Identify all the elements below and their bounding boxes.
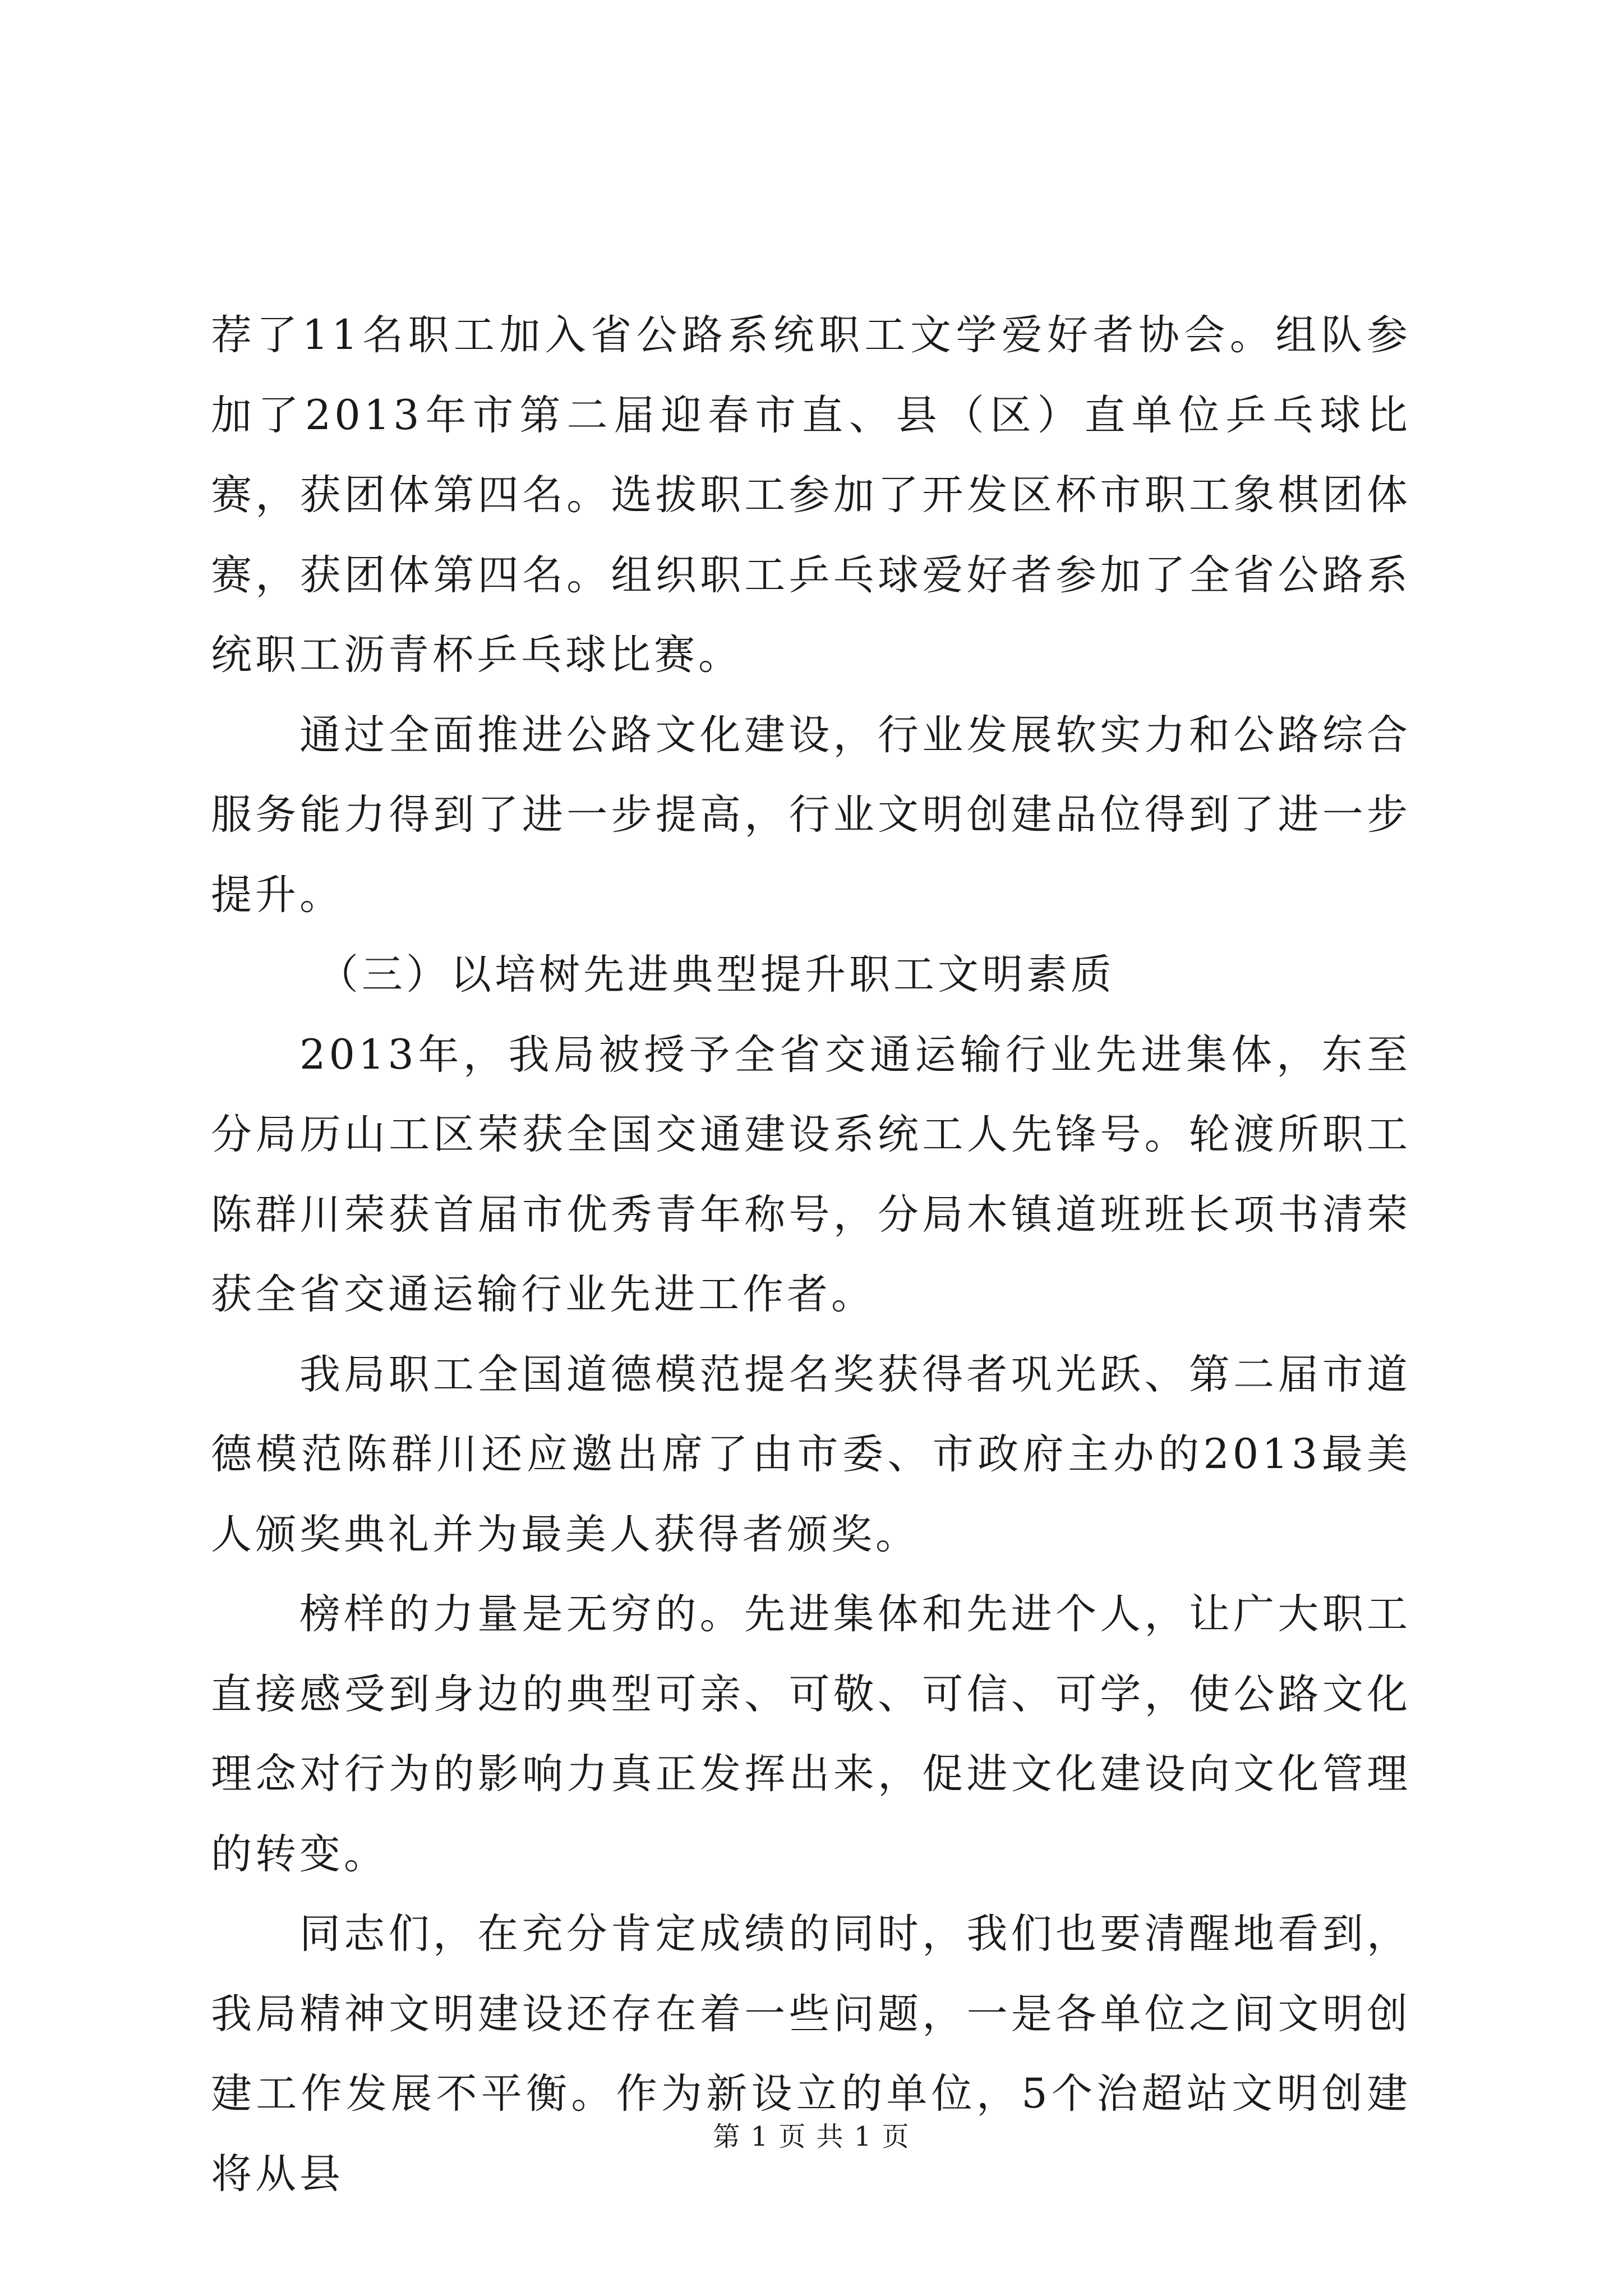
section-heading: （三）以培树先进典型提升职工文明素质 bbox=[317, 951, 1115, 999]
paragraph-culture-summary: 通过全面推进公路文化建设，行业发展软实力和公路综合服务能力得到了进一步提高，行业文明创建品位得到了进一步提升。 bbox=[211, 711, 1411, 919]
paragraph-awards: 2013年，我局被授予全省交通运输行业先进集体，东至分局历山工区荣获全国交通建设系统工人先锋号。轮渡所职工陈群川荣获首届市优秀青年称号，分局木镇道班班长项书清荣获全省交通运输行业先进工作者。 bbox=[211, 1030, 1411, 1318]
page-number-footer: 第 1 页 共 1 页 bbox=[713, 2121, 910, 2152]
paragraph-problems: 同志们，在充分肯定成绩的同时，我们也要清醒地看到，我局精神文明建设还存在着一些问题，一是各单位之间文明创建工作发展不平衡。作为新设立的单位，5个治超站文明创建将从县 bbox=[211, 1910, 1411, 2198]
paragraph-role-models: 榜样的力量是无穷的。先进集体和先进个人，让广大职工直接感受到身边的典型可亲、可敬、可信、可学，使公路文化理念对行为的影响力真正发挥出来，促进文化建设向文化管理的转变。 bbox=[211, 1590, 1411, 1878]
document-body bbox=[211, 296, 1411, 2214]
paragraph-continuation: 荐了11名职工加入省公路系统职工文学爱好者协会。组队参加了2013年市第二届迎春市直、县（区）直单位乒乓球比赛，获团体第四名。选拔职工参加了开发区杯市职工象棋团体赛，获团体第四名。组织职工乒乓球爱好者参加了全省公路系统职工沥青杯乒乓球比赛。 bbox=[211, 311, 1411, 679]
paragraph-moral-models: 我局职工全国道德模范提名奖获得者巩光跃、第二届市道德模范陈群川还应邀出席了由市委、市政府主办的2013最美人颁奖典礼并为最美人获得者颁奖。 bbox=[211, 1350, 1411, 1558]
